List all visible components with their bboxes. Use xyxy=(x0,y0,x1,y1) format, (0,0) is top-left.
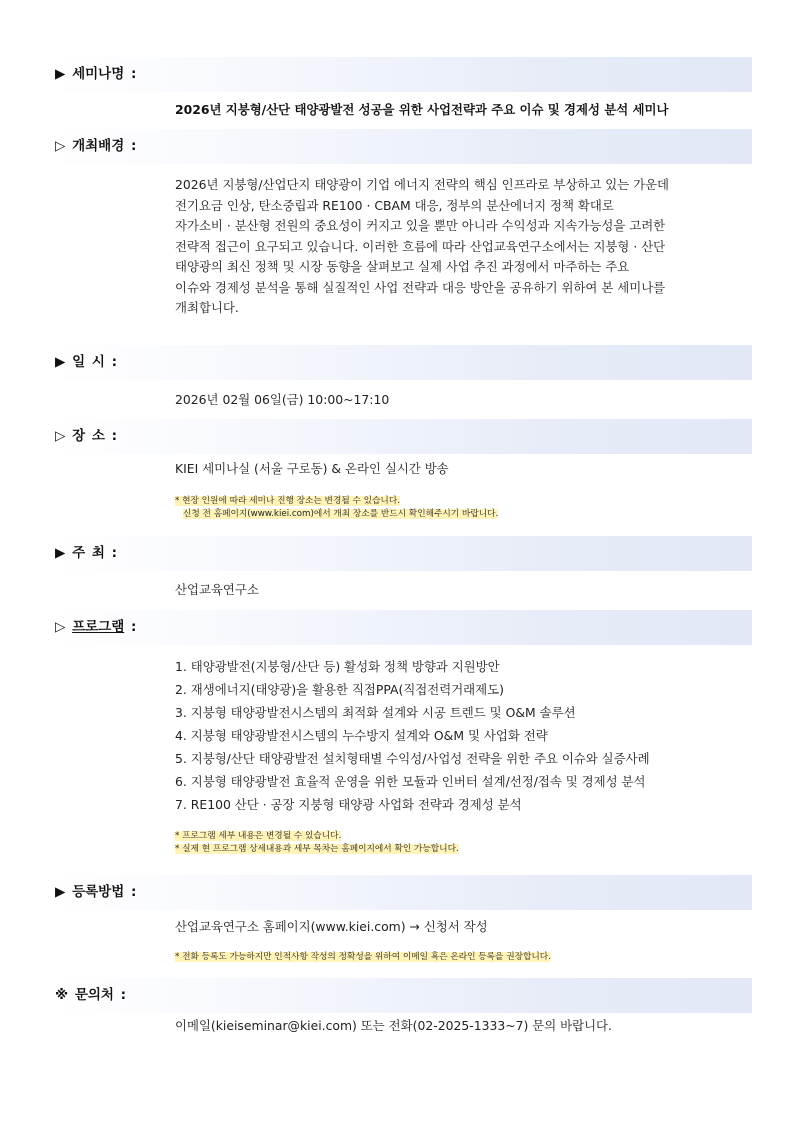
section-header-contact xyxy=(52,978,752,1013)
program-note: * 프로그램 세부 내용은 변경될 수 있습니다. xyxy=(175,831,342,841)
program-label: ▷ 프로그램 : xyxy=(55,619,137,635)
contact-value: 이메일(kieiseminar@kiei.com) 또는 전화(02-2025-1333~7) 문의 바랍니다. xyxy=(175,1018,612,1033)
program-item: 7. RE100 산단 · 공장 지붕형 태양광 사업화 전략과 경제성 분석 xyxy=(175,797,522,812)
program-item: 1. 태양광발전(지붕형/산단 등) 활성화 정책 방향과 지원방안 xyxy=(175,659,500,674)
contact-label: ※ 문의처 : xyxy=(55,987,127,1003)
host-value: 산업교육연구소 xyxy=(175,582,259,597)
registration-note-wrap xyxy=(175,951,551,964)
venue-label: ▷ 장 소 : xyxy=(55,428,117,444)
background-line: 전기요금 인상, 탄소중립과 RE100 · CBAM 대응, 정부의 분산에너지 정책 확대로 xyxy=(175,197,614,213)
host-label: ▶ 주 최 : xyxy=(55,545,117,561)
background-line: 이슈와 경제성 분석을 통해 실질적인 사업 전략과 대응 방안을 공유하기 위하여 본 세미나를 xyxy=(175,279,666,295)
program-item: 6. 지붕형 태양광발전 효율적 운영을 위한 모듈과 인버터 설계/선정/접속 및 경제성 분석 xyxy=(175,774,646,789)
program-item: 5. 지붕형/산단 태양광발전 설치형태별 수익성/사업성 전략을 위한 주요 이슈와 실증사례 xyxy=(175,751,650,766)
section-header-host xyxy=(52,536,752,571)
background-line: 전략적 접근이 요구되고 있습니다. 이러한 흐름에 따라 산업교육연구소에서는 지붕형 · 산단 xyxy=(175,238,666,254)
background-line: 태양광의 최신 정책 및 시장 동향을 살펴보고 실제 사업 추진 과정에서 마주하는 주요 xyxy=(175,259,630,274)
program-list xyxy=(175,655,745,816)
registration-value: 산업교육연구소 홈페이지(www.kiei.com) → 신청서 작성 xyxy=(175,919,488,934)
datetime-value: 2026년 02월 06일(금) 10:00~17:10 xyxy=(175,392,390,407)
seminar-title: 2026년 지붕형/산단 태양광발전 성공을 위한 사업전략과 주요 이슈 및 경제성 분석 세미나 xyxy=(175,102,669,117)
section-header-registration xyxy=(52,875,752,910)
program-item: 2. 재생에너지(태양광)을 활용한 직접PPA(직접전력거래제도) xyxy=(175,682,504,697)
section-header-datetime xyxy=(52,345,752,380)
background-label: ▷ 개최배경 : xyxy=(55,138,137,154)
section-header-program xyxy=(52,610,752,645)
program-note: * 실제 현 프로그램 상세내용과 세부 목차는 홈페이지에서 확인 가능합니다. xyxy=(175,844,459,854)
section-header-seminar-name xyxy=(52,57,752,92)
venue-notes xyxy=(175,495,498,521)
background-line: 개최합니다. xyxy=(175,300,239,315)
program-item: 4. 지붕형 태양광발전시스템의 누수방지 설계와 O&M 및 사업화 전략 xyxy=(175,728,548,743)
background-paragraph xyxy=(175,175,745,319)
datetime-label: ▶ 일 시 : xyxy=(55,354,117,370)
registration-note: * 전화 등록도 가능하지만 인적사항 작성의 정확성을 위하여 이메일 혹은 온라인 등록을 권장합니다. xyxy=(175,952,551,962)
program-item: 3. 지붕형 태양광발전시스템의 최적화 설계와 시공 트렌드 및 O&M 솔루션 xyxy=(175,705,576,720)
program-notes xyxy=(175,830,459,856)
program-label-text: 프로그램 xyxy=(72,619,125,635)
background-line: 자가소비 · 분산형 전원의 중요성이 커지고 있을 뿐만 아니라 수익성과 지속가능성을 고려한 xyxy=(175,218,666,233)
venue-value: KIEI 세미나실 (서울 구로동) & 온라인 실시간 방송 xyxy=(175,461,449,476)
background-line: 2026년 지붕형/산업단지 태양광이 기업 에너지 전략의 핵심 인프라로 부상하고 있는 가운데 xyxy=(175,177,670,192)
venue-note: 신청 전 홈페이지(www.kiei.com)에서 개최 장소를 반드시 확인해주시기 바랍니다. xyxy=(183,509,499,519)
registration-label: ▶ 등록방법 : xyxy=(55,884,137,900)
venue-note: * 현장 인원에 따라 세미나 진행 장소는 변경될 수 있습니다. xyxy=(175,496,400,506)
section-header-venue xyxy=(52,419,752,454)
seminar-name-label: ▶ 세미나명 : xyxy=(55,66,137,82)
section-header-background xyxy=(52,129,752,164)
